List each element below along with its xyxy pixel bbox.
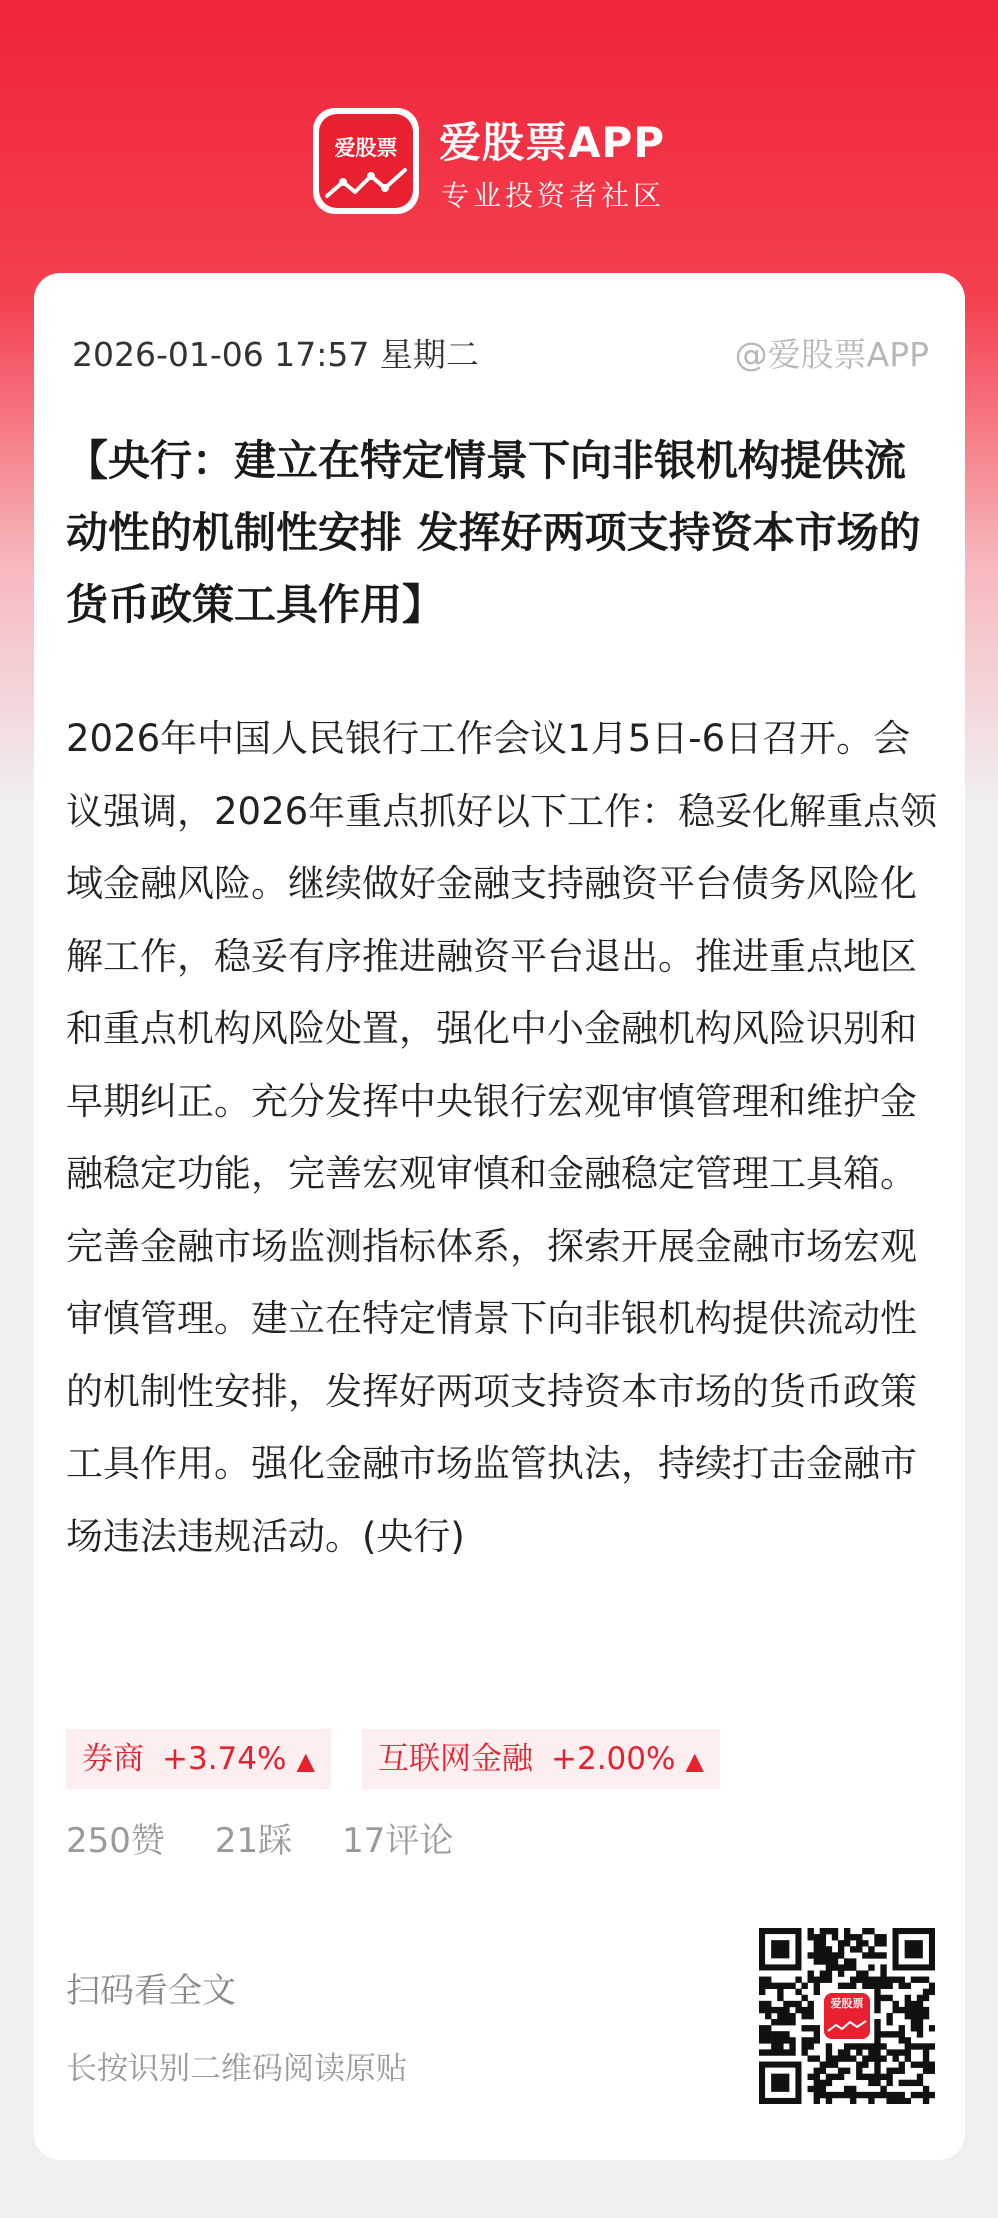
- up-arrow-icon: ▲: [296, 1747, 315, 1775]
- app-name: 爱股票APP: [439, 118, 666, 167]
- post-source[interactable]: @爱股票APP: [734, 335, 929, 374]
- tag-name: 券商: [82, 1741, 144, 1777]
- post-headline: 【央行：建立在特定情景下向非银机构提供流动性的机制性安排 发挥好两项支持资本市场的货币政策工具作用】: [66, 436, 921, 629]
- like-count[interactable]: 250赞: [66, 1821, 165, 1861]
- stock-tag-internet-finance[interactable]: [362, 1729, 720, 1789]
- stock-tag-brokerage[interactable]: [66, 1729, 331, 1789]
- tag-change: +2.00%: [551, 1741, 676, 1777]
- up-arrow-icon: ▲: [685, 1747, 704, 1775]
- scan-hint: 长按识别二维码阅读原贴: [66, 2051, 407, 2087]
- qr-logo-text: 爱股票: [830, 1997, 864, 2010]
- tag-name: 互联网金融: [378, 1741, 533, 1777]
- dislike-count[interactable]: 21踩: [214, 1821, 293, 1861]
- app-logo: [313, 108, 419, 214]
- stock-line-chart-icon: [827, 2019, 867, 2033]
- post-stats: [66, 1813, 503, 1862]
- qr-logo: [821, 1990, 873, 2042]
- comment-count[interactable]: 17评论: [342, 1821, 454, 1861]
- tag-change: +3.74%: [162, 1741, 287, 1777]
- scan-title: 扫码看全文: [66, 1971, 236, 2011]
- qr-code-icon[interactable]: [759, 1928, 935, 2104]
- app-slogan: 专业投资者社区: [441, 179, 666, 212]
- logo-text: 爱股票: [334, 136, 398, 160]
- post-card: [34, 273, 965, 2160]
- post-body: 2026年中国人民银行工作会议1月5日-6日召开。会议强调，2026年重点抓好以下工作：稳妥化解重点领域金融风险。继续做好金融支持融资平台债务风险化解工作，稳妥有序推进融资平台退出。推进重点地区和重点机构风险处置，强化中小金融机构风险识别和早期纠正。充分发挥中央银行宏观审慎管理和维护金融稳定功能，完善宏观审慎和金融稳定管理工具箱。完善金融市场监测指标体系，探索开展金融市场宏观审慎管理。建立在特定情景下向非银机构提供流动性的机制性安排，发挥好两项支持资本市场的货币政策工具作用。强化金融市场监管执法，持续打击金融市场违法违规活动。(央行): [66, 717, 938, 1558]
- post-datetime: 2026-01-06 17:57 星期二: [72, 335, 479, 374]
- stock-line-chart-icon: [325, 166, 407, 202]
